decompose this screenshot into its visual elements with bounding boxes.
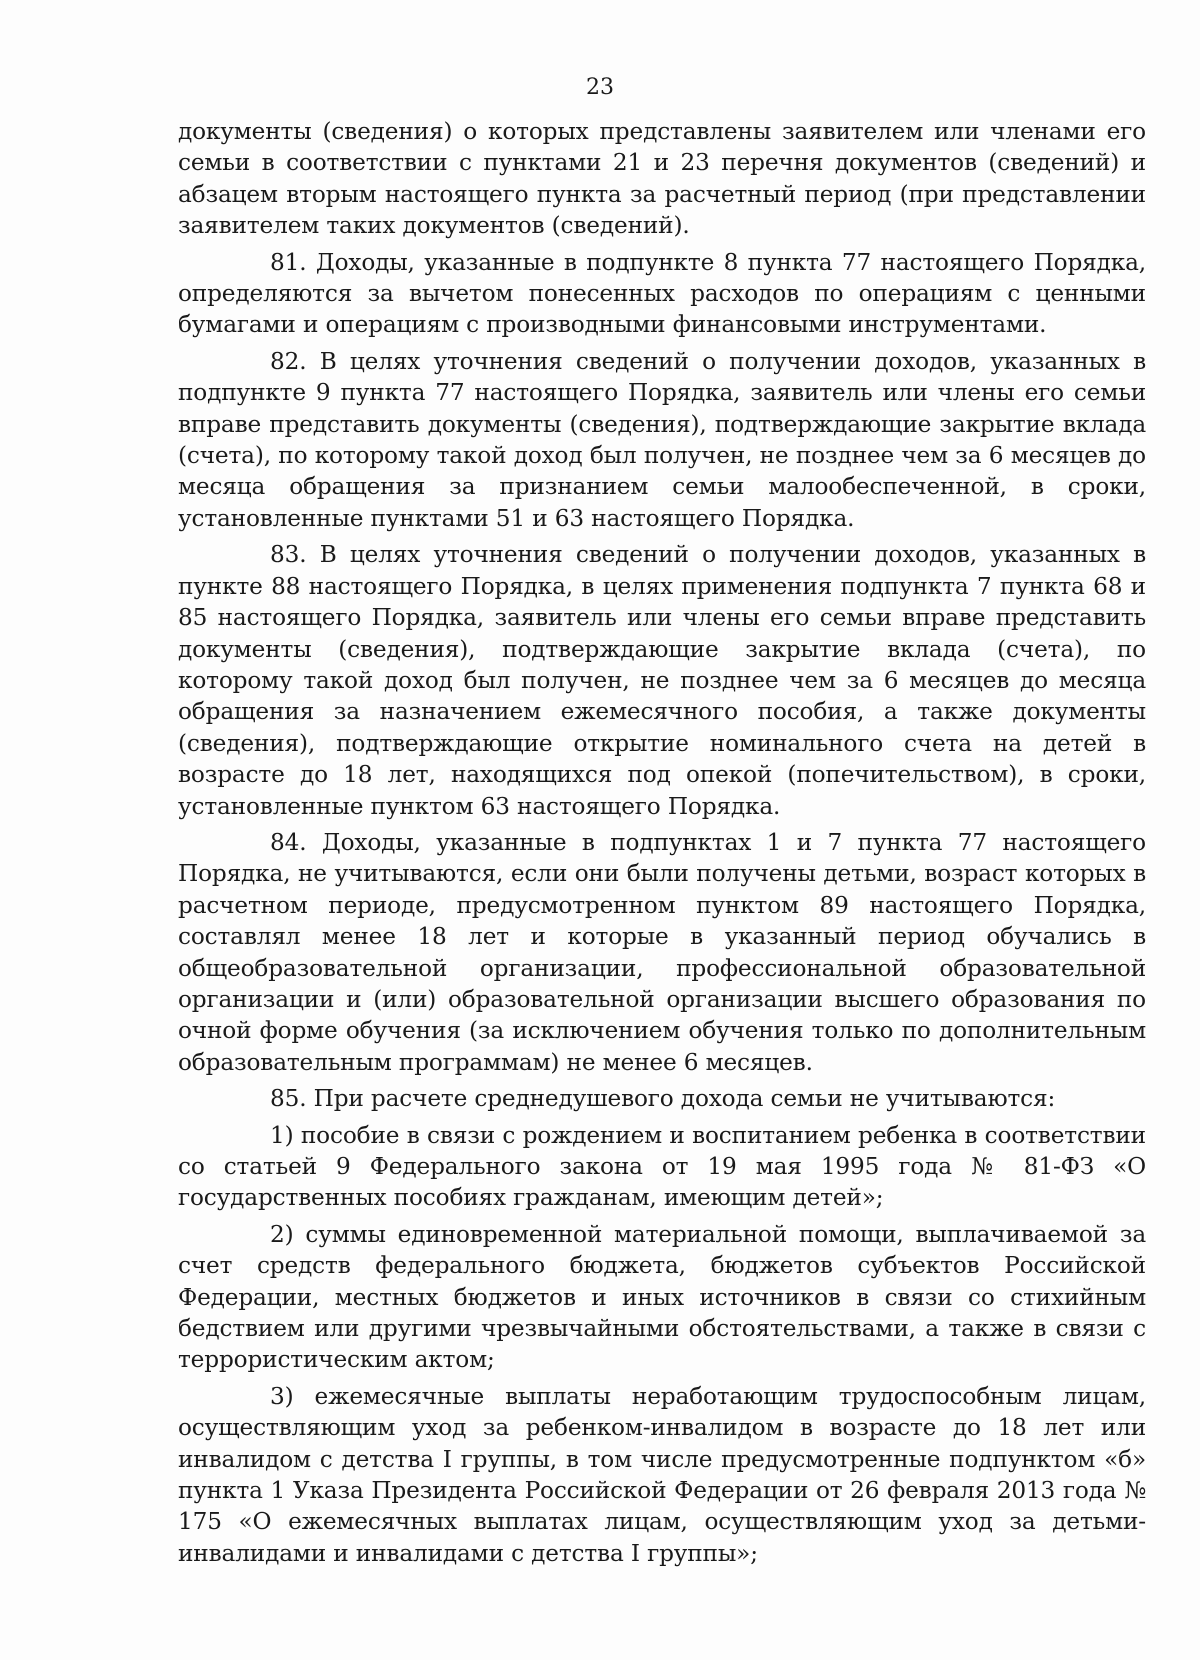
paragraph-83: 83. В целях уточнения сведений о получении доходов, указанных в пункте 88 настоящего Порядка, в целях применения подпункта 7 пункта 68 и 85 настоящего Порядка, заявитель или члены его семьи вправе представить документы (сведения), подтверждающие закрытие вклада (счета), по которому такой доход был получен, не позднее чем за 6 месяцев до месяца обращения за назначением ежемесячного пособия, а также документы (сведения), подтверждающие открытие номинального счета на детей в возрасте до 18 лет, находящихся под опекой (попечительством), в сроки, установленные пунктом 63 настоящего Порядка.	[178, 541, 1146, 820]
list-item-3: 3) ежемесячные выплаты неработающим трудоспособным лицам, осуществляющим уход за ребенком-инвалидом в возрасте до 18 лет или инвалидом с детства I группы, в том числе предусмотренные подпунктом «б» пункта 1 Указа Президента Российской Федерации от 26 февраля 2013 года № 175 «О ежемесячных выплатах лицам, осуществляющим уход за детьми-инвалидами и инвалидами с детства I группы»;	[178, 1382, 1146, 1567]
paragraph-continued: документы (сведения) о которых представлены заявителем или членами его семьи в соответствии с пунктами 21 и 23 перечня документов (сведений) и абзацем вторым настоящего пункта за расчетный период (при представлении заявителем таких документов (сведений).	[178, 118, 1146, 240]
paragraph-85: 85. При расчете среднедушевого дохода семьи не учитываются:	[270, 1085, 1056, 1113]
document-body	[178, 116, 1146, 1574]
paragraph-84: 84. Доходы, указанные в подпунктах 1 и 7 пункта 77 настоящего Порядка, не учитываются, если они были получены детьми, возраст которых в расчетном периоде, предусмотренном пунктом 89 настоящего Порядка, составлял менее 18 лет и которые в указанный период обучались в общеобразовательной организации, профессиональной образовательной организации и (или) образовательной организации высшего образования по очной форме обучения (за исключением обучения только по дополнительным образовательным программам) не менее 6 месяцев.	[178, 828, 1146, 1076]
paragraph-81: 81. Доходы, указанные в подпункте 8 пункта 77 настоящего Порядка, определяются за вычетом понесенных расходов по операциям с ценными бумагами и операциям с производными финансовыми инструментами.	[178, 248, 1146, 339]
page-number: 23	[586, 75, 614, 100]
list-item-2: 2) суммы единовременной материальной помощи, выплачиваемой за счет средств федерального бюджета, бюджетов субъектов Российской Федерации, местных бюджетов и иных источников в связи со стихийным бедствием или другими чрезвычайными обстоятельствами, а также в связи с террористическим актом;	[178, 1220, 1146, 1374]
list-item-1: 1) пособие в связи с рождением и воспитанием ребенка в соответствии со статьей 9 Федерального закона от 19 мая 1995 года № 81-ФЗ «О государственных пособиях гражданам, имеющим детей»;	[178, 1121, 1146, 1212]
paragraph-82: 82. В целях уточнения сведений о получении доходов, указанных в подпункте 9 пункта 77 настоящего Порядка, заявитель или члены его семьи вправе представить документы (сведения), подтверждающие закрытие вклада (счета), по которому такой доход был получен, не позднее чем за 6 месяцев до месяца обращения за признанием семьи малообеспеченной, в сроки, установленные пунктами 51 и 63 настоящего Порядка.	[178, 347, 1146, 532]
